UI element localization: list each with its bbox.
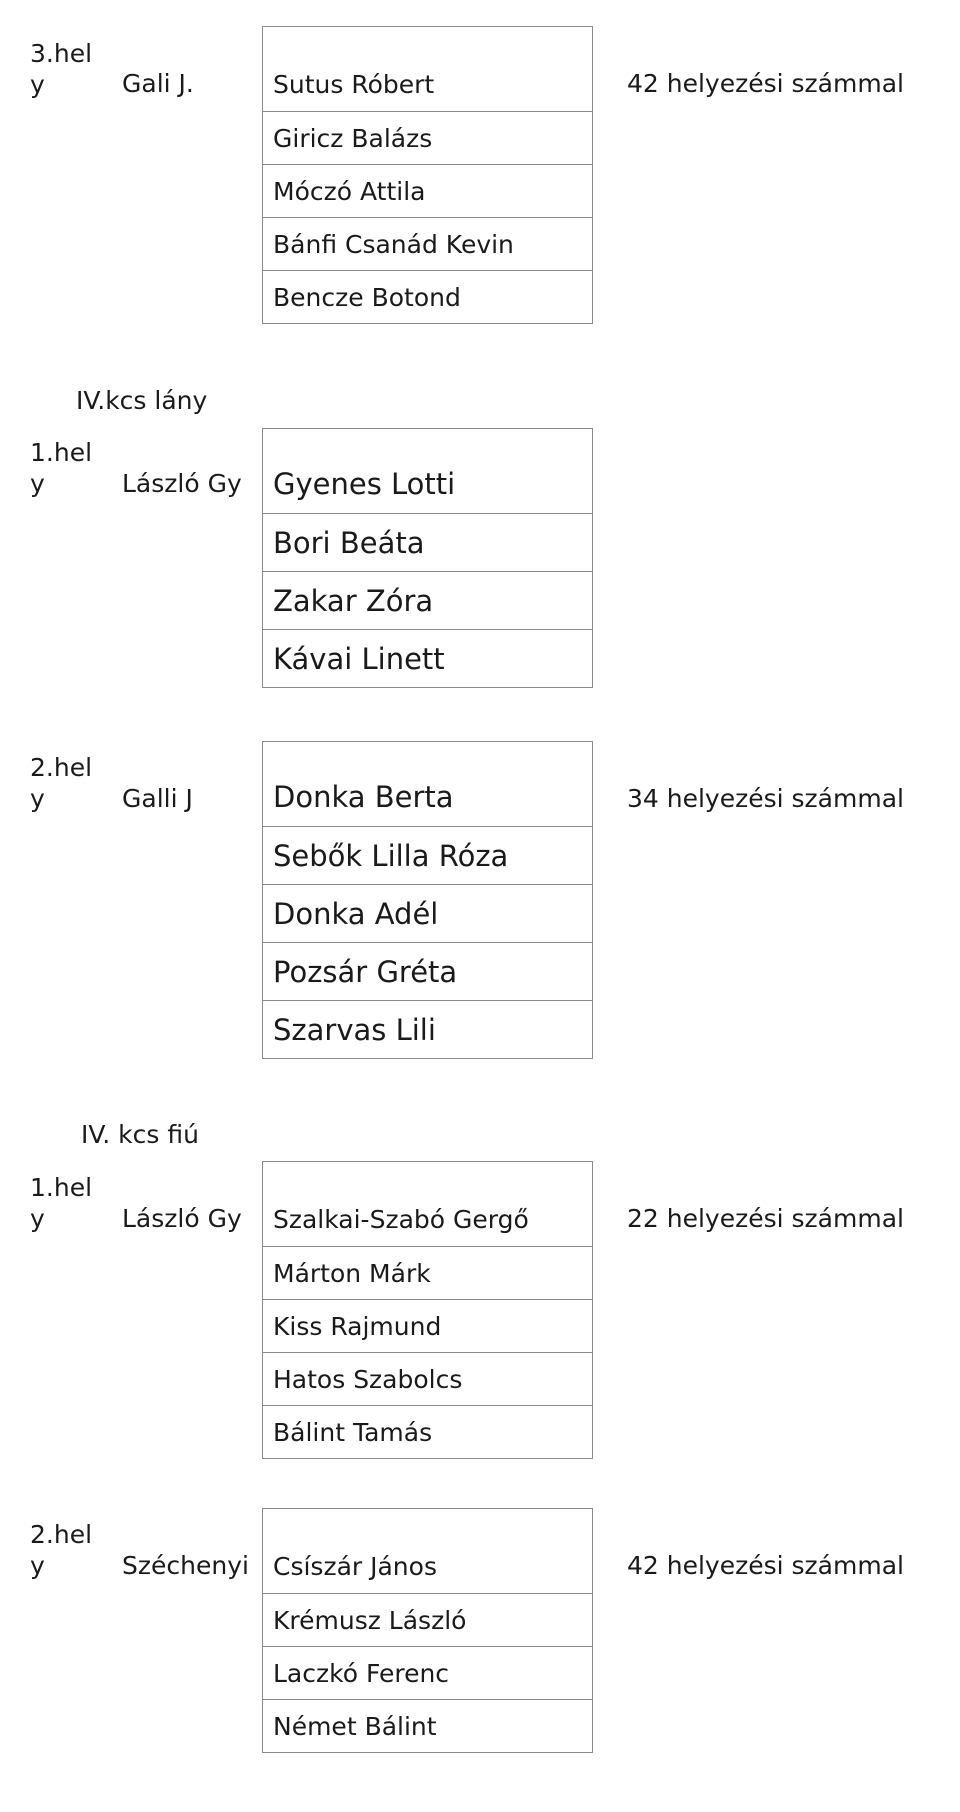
- place-label-line2: y: [30, 469, 45, 498]
- category-heading: IV. kcs fiú: [81, 1120, 199, 1149]
- student-row: Gyenes Lotti: [273, 467, 456, 501]
- school-name: László Gy: [122, 1204, 242, 1233]
- student-row: Sebők Lilla Róza: [263, 826, 592, 884]
- place-label-line1: 1.hel: [30, 1173, 93, 1202]
- place-label: [30, 1519, 92, 1581]
- place-label: [30, 752, 92, 814]
- place-label-line2: y: [30, 1551, 45, 1580]
- student-row: Bencze Botond: [263, 270, 592, 323]
- student-row: Kávai Linett: [263, 629, 592, 687]
- student-row: Krémusz László: [263, 1593, 592, 1646]
- score-text: 42 helyezési számmal: [627, 1551, 904, 1580]
- student-row: Donka Adél: [263, 884, 592, 942]
- school-name: Galli J: [122, 784, 193, 813]
- place-label-line2: y: [30, 1204, 45, 1233]
- place-label-line2: y: [30, 70, 45, 99]
- student-row: Móczó Attila: [263, 164, 592, 217]
- student-list: [262, 1161, 593, 1459]
- student-row: Bánfi Csanád Kevin: [263, 217, 592, 270]
- school-name: Gali J.: [122, 69, 194, 98]
- student-row: Zakar Zóra: [263, 571, 592, 629]
- place-label-line1: 2.hel: [30, 753, 93, 782]
- place-label: [30, 38, 92, 100]
- student-row: Laczkó Ferenc: [263, 1646, 592, 1699]
- student-list: [262, 1508, 593, 1753]
- student-list: [262, 26, 593, 324]
- category-heading: IV.kcs lány: [76, 386, 208, 415]
- student-row: Sutus Róbert: [273, 70, 435, 99]
- student-row: Szalkai-Szabó Gergő: [273, 1205, 529, 1234]
- student-row: Pozsár Gréta: [263, 942, 592, 1000]
- student-row: Donka Berta: [273, 780, 454, 814]
- score-text: 22 helyezési számmal: [627, 1204, 904, 1233]
- score-text: 34 helyezési számmal: [627, 784, 904, 813]
- place-label-line1: 3.hel: [30, 39, 93, 68]
- student-row: Hatos Szabolcs: [263, 1352, 592, 1405]
- student-row: Szarvas Lili: [263, 1000, 592, 1058]
- student-row: Bálint Tamás: [263, 1405, 592, 1458]
- student-row: Márton Márk: [263, 1246, 592, 1299]
- student-list: [262, 741, 593, 1059]
- score-text: 42 helyezési számmal: [627, 69, 904, 98]
- student-row: Kiss Rajmund: [263, 1299, 592, 1352]
- place-label-line1: 2.hel: [30, 1520, 93, 1549]
- school-name: Széchenyi: [122, 1551, 249, 1580]
- student-list: [262, 428, 593, 688]
- student-row: Giricz Balázs: [263, 111, 592, 164]
- student-row: Csíszár János: [273, 1552, 437, 1581]
- school-name: László Gy: [122, 469, 242, 498]
- place-label-line1: 1.hel: [30, 438, 93, 467]
- place-label: [30, 437, 92, 499]
- student-row: Német Bálint: [263, 1699, 592, 1752]
- student-row: Bori Beáta: [263, 513, 592, 571]
- place-label: [30, 1172, 92, 1234]
- place-label-line2: y: [30, 784, 45, 813]
